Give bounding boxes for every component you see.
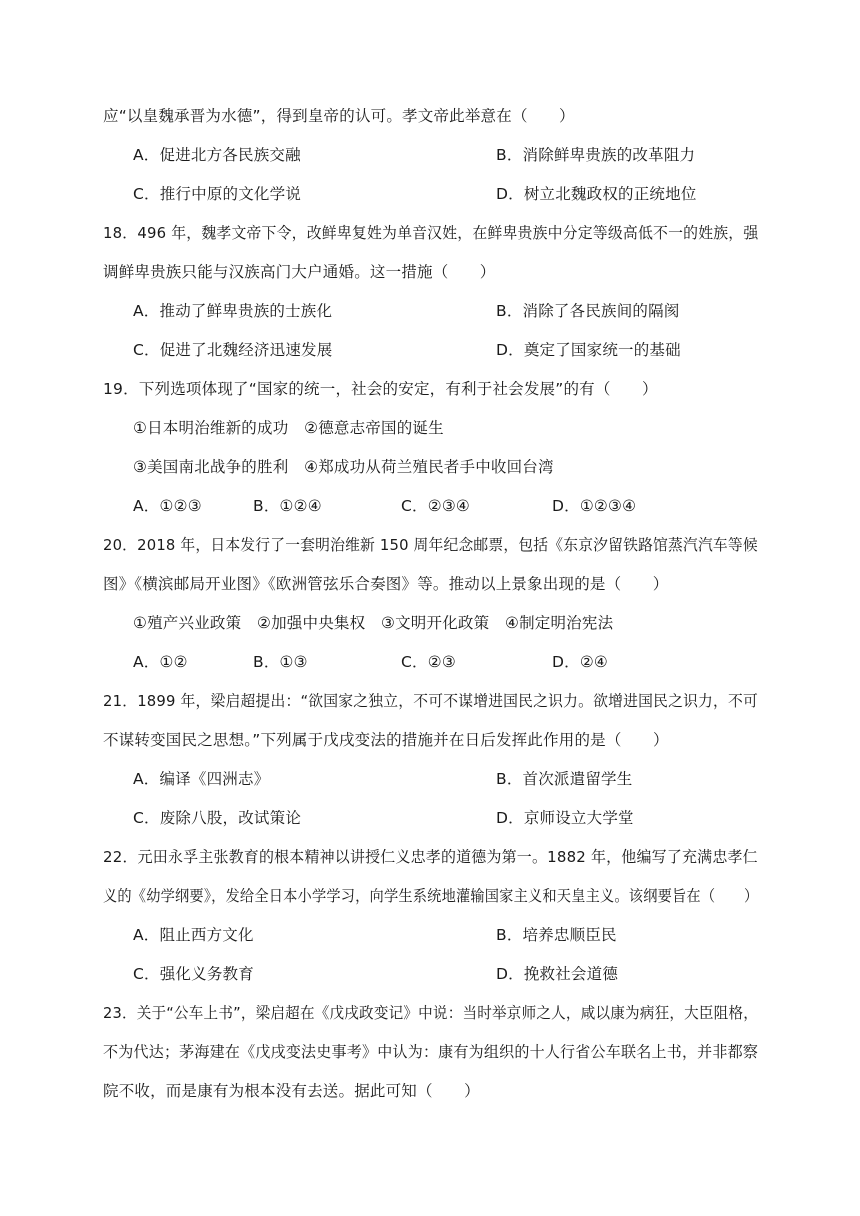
- option-b: B．①③: [253, 653, 308, 671]
- question-23-line-1: 23．关于“公车上书”，梁启超在《戊戌政变记》中说：当时举京师之人，咸以康为病狂，大臣阻格，: [103, 1004, 759, 1022]
- option-c: C．②③④: [401, 497, 471, 515]
- question-23-line-2: 不为代达；茅海建在《戊戌变法史事考》中认为：康有为组织的十人行省公车联名上书，并非都察: [103, 1043, 759, 1061]
- question-text: 应“以皇魏承晋为水德”，得到皇帝的认可。孝文帝此举意在（ ）: [103, 107, 575, 125]
- option-d: D．挽救社会道德: [496, 965, 619, 983]
- question-20-line-1: 20．2018 年，日本发行了一套明治维新 150 周年纪念邮票，包括《东京汐留铁路馆蒸汽汽车等候: [103, 536, 758, 554]
- question-19-item-line-1: ①日本明治维新的成功 ②德意志帝国的诞生: [133, 419, 444, 437]
- option-c: C．推行中原的文化学说: [133, 185, 302, 203]
- question-19-line-1: 19．下列选项体现了“国家的统一，社会的安定，有利于社会发展”的有（ ）: [103, 380, 658, 398]
- option-d: D．京师设立大学堂: [496, 809, 634, 827]
- option-d: D．②④: [552, 653, 609, 671]
- question-18-line-1: 18．496 年，魏孝文帝下令，改鲜卑复姓为单音汉姓，在鲜卑贵族中分定等级高低不一的姓族，强: [103, 224, 759, 242]
- option-c: C．②③: [401, 653, 456, 671]
- option-a: A．推动了鲜卑贵族的士族化: [133, 302, 333, 320]
- option-b: B．消除了各民族间的隔阂: [496, 302, 680, 320]
- option-b: B．消除鲜卑贵族的改革阻力: [496, 146, 696, 164]
- option-d: D．①②③④: [552, 497, 637, 515]
- option-a: A．①②③: [133, 497, 202, 515]
- question-20-items: ①殖产兴业政策 ②加强中央集权 ③文明开化政策 ④制定明治宪法: [133, 614, 614, 632]
- option-a: A．①②: [133, 653, 188, 671]
- option-b: B．培养忠顺臣民: [496, 926, 617, 944]
- option-a: A．编译《四洲志》: [133, 770, 270, 788]
- question-19-item-line-2: ③美国南北战争的胜利 ④郑成功从荷兰殖民者手中收回台湾: [133, 458, 554, 476]
- question-22-line-1: 22．元田永孚主张教育的根本精神以讲授仁义忠孝的道德为第一。1882 年，他编写了充满忠孝仁: [103, 848, 758, 866]
- option-d: D．奠定了国家统一的基础: [496, 341, 681, 359]
- option-b: B．首次派遣留学生: [496, 770, 633, 788]
- question-20-line-2: 图》《横滨邮局开业图》《欧洲管弦乐合奏图》等。推动以上景象出现的是（ ）: [103, 575, 669, 593]
- question-23-line-3: 院不收，而是康有为根本没有去送。据此可知（ ）: [103, 1082, 480, 1100]
- question-21-line-1: 21．1899 年，梁启超提出：“欲国家之独立，不可不谋增进国民之识力。欲增进国民之识力，不可: [103, 692, 759, 710]
- option-c: C．强化义务教育: [133, 965, 254, 983]
- option-a: A．阻止西方文化: [133, 926, 254, 944]
- question-21-line-2: 不谋转变国民之思想。”下列属于戊戌变法的措施并在日后发挥此作用的是（ ）: [103, 731, 669, 749]
- question-22-line-2: 义的《幼学纲要》，发给全日本小学学习，向学生系统地灌输国家主义和天皇主义。该纲要旨在（ ）: [103, 887, 759, 905]
- question-18-line-2: 调鲜卑贵族只能与汉族高门大户通婚。这一措施（ ）: [103, 263, 496, 281]
- option-b: B．①②④: [253, 497, 322, 515]
- option-c: C．促进了北魏经济迅速发展: [133, 341, 333, 359]
- option-a: A．促进北方各民族交融: [133, 146, 301, 164]
- option-d: D．树立北魏政权的正统地位: [496, 185, 697, 203]
- option-c: C．废除八股，改试策论: [133, 809, 302, 827]
